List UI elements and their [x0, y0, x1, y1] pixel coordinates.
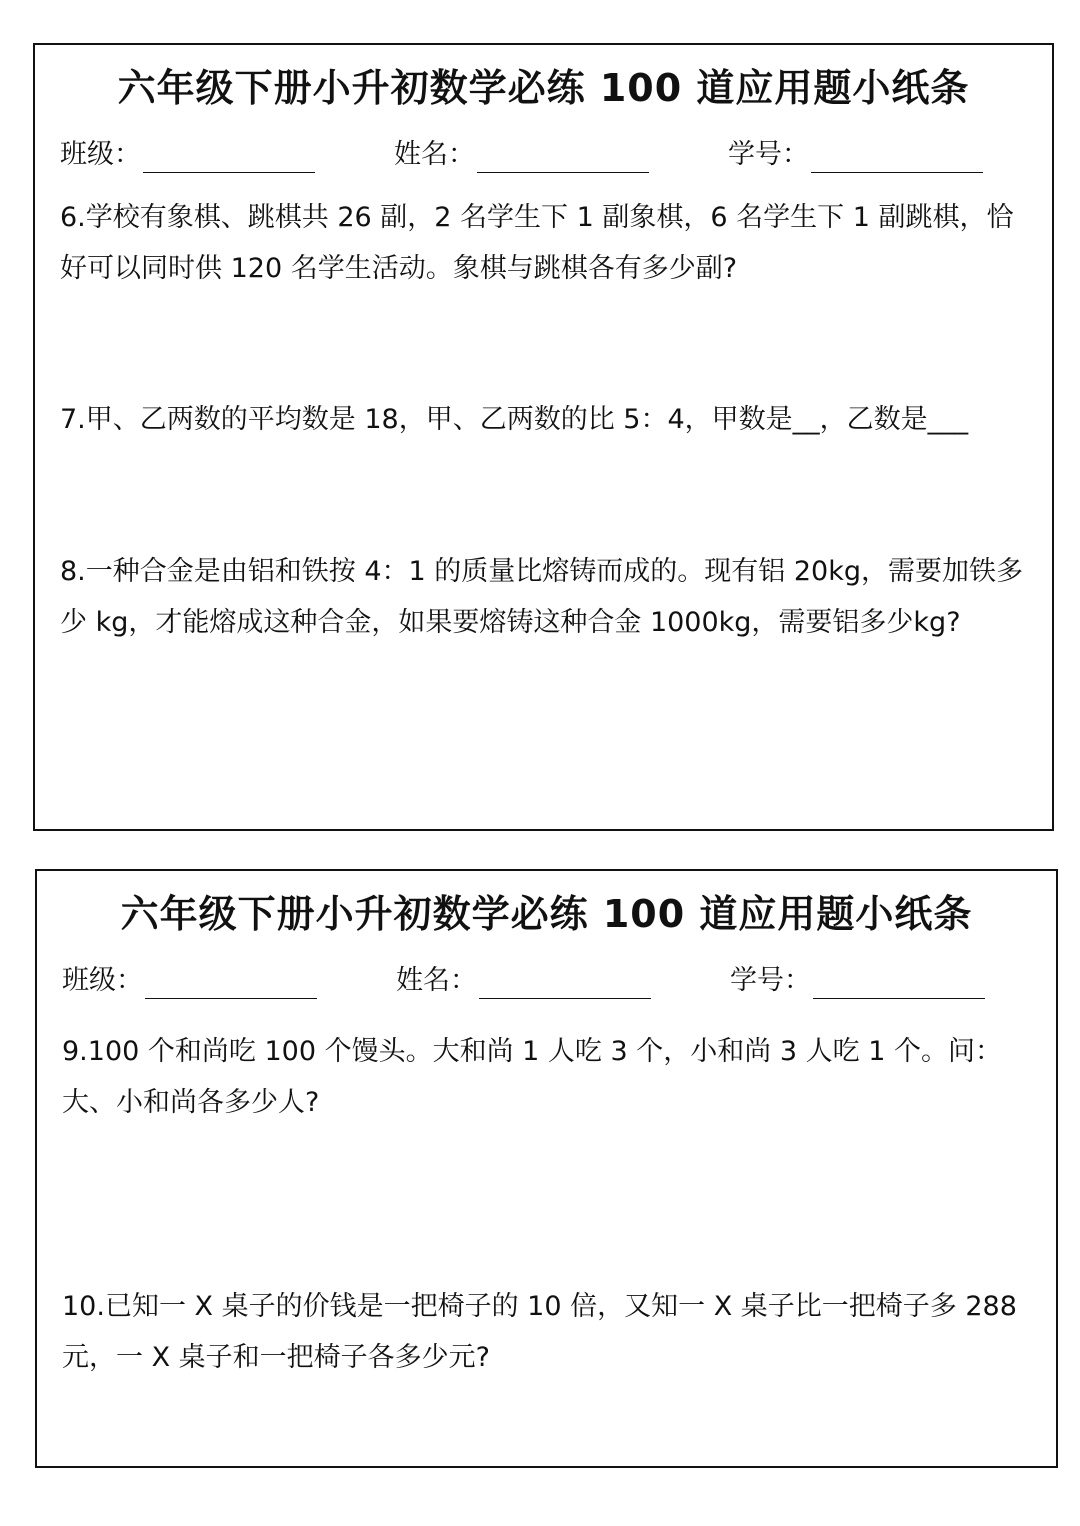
worksheet-title: 六年级下册小升初数学必练 100 道应用题小纸条: [117, 66, 970, 110]
name-field: [396, 963, 651, 999]
student-number-field: [730, 963, 985, 999]
question-10: 10.已知一 X 桌子的价钱是一把椅子的 10 倍，又知一 X 桌子比一把椅子多 288 元，一 X 桌子和一把椅子各多少元?: [62, 1291, 1017, 1373]
question-8: 8.一种合金是由铝和铁按 4：1 的质量比熔铸而成的。现有铝 20kg，需要加铁多少 kg，才能熔成这种合金，如果要熔铸这种合金 1000kg，需要铝多少kg?: [60, 556, 1023, 638]
student-number-label: 学号：: [728, 139, 809, 170]
question-7: 7.甲、乙两数的平均数是 18，甲、乙两数的比 5：4，甲数是__，乙数是___: [60, 404, 969, 435]
student-info-row: [62, 963, 1031, 999]
class-field: [62, 963, 317, 999]
student-info-row: [60, 137, 1027, 173]
name-blank[interactable]: [479, 970, 651, 999]
class-blank[interactable]: [145, 970, 317, 999]
class-label: 班级：: [60, 139, 141, 170]
name-label: 姓名：: [394, 139, 475, 170]
name-blank[interactable]: [477, 144, 649, 173]
name-label: 姓名：: [396, 965, 477, 996]
worksheet-title: 六年级下册小升初数学必练 100 道应用题小纸条: [120, 892, 973, 936]
question-9: 9.100 个和尚吃 100 个馒头。大和尚 1 人吃 3 个，小和尚 3 人吃 1 个。问：大、小和尚各多少人?: [62, 1036, 1002, 1118]
class-label: 班级：: [62, 965, 143, 996]
worksheet-card-1: [33, 43, 1054, 831]
class-field: [60, 137, 315, 173]
student-number-blank[interactable]: [811, 144, 983, 173]
student-number-label: 学号：: [730, 965, 811, 996]
student-number-field: [728, 137, 983, 173]
question-6: 6.学校有象棋、跳棋共 26 副，2 名学生下 1 副象棋，6 名学生下 1 副跳棋，恰好可以同时供 120 名学生活动。象棋与跳棋各有多少副?: [60, 202, 1014, 284]
student-number-blank[interactable]: [813, 970, 985, 999]
worksheet-card-2: [35, 869, 1058, 1468]
class-blank[interactable]: [143, 144, 315, 173]
name-field: [394, 137, 649, 173]
